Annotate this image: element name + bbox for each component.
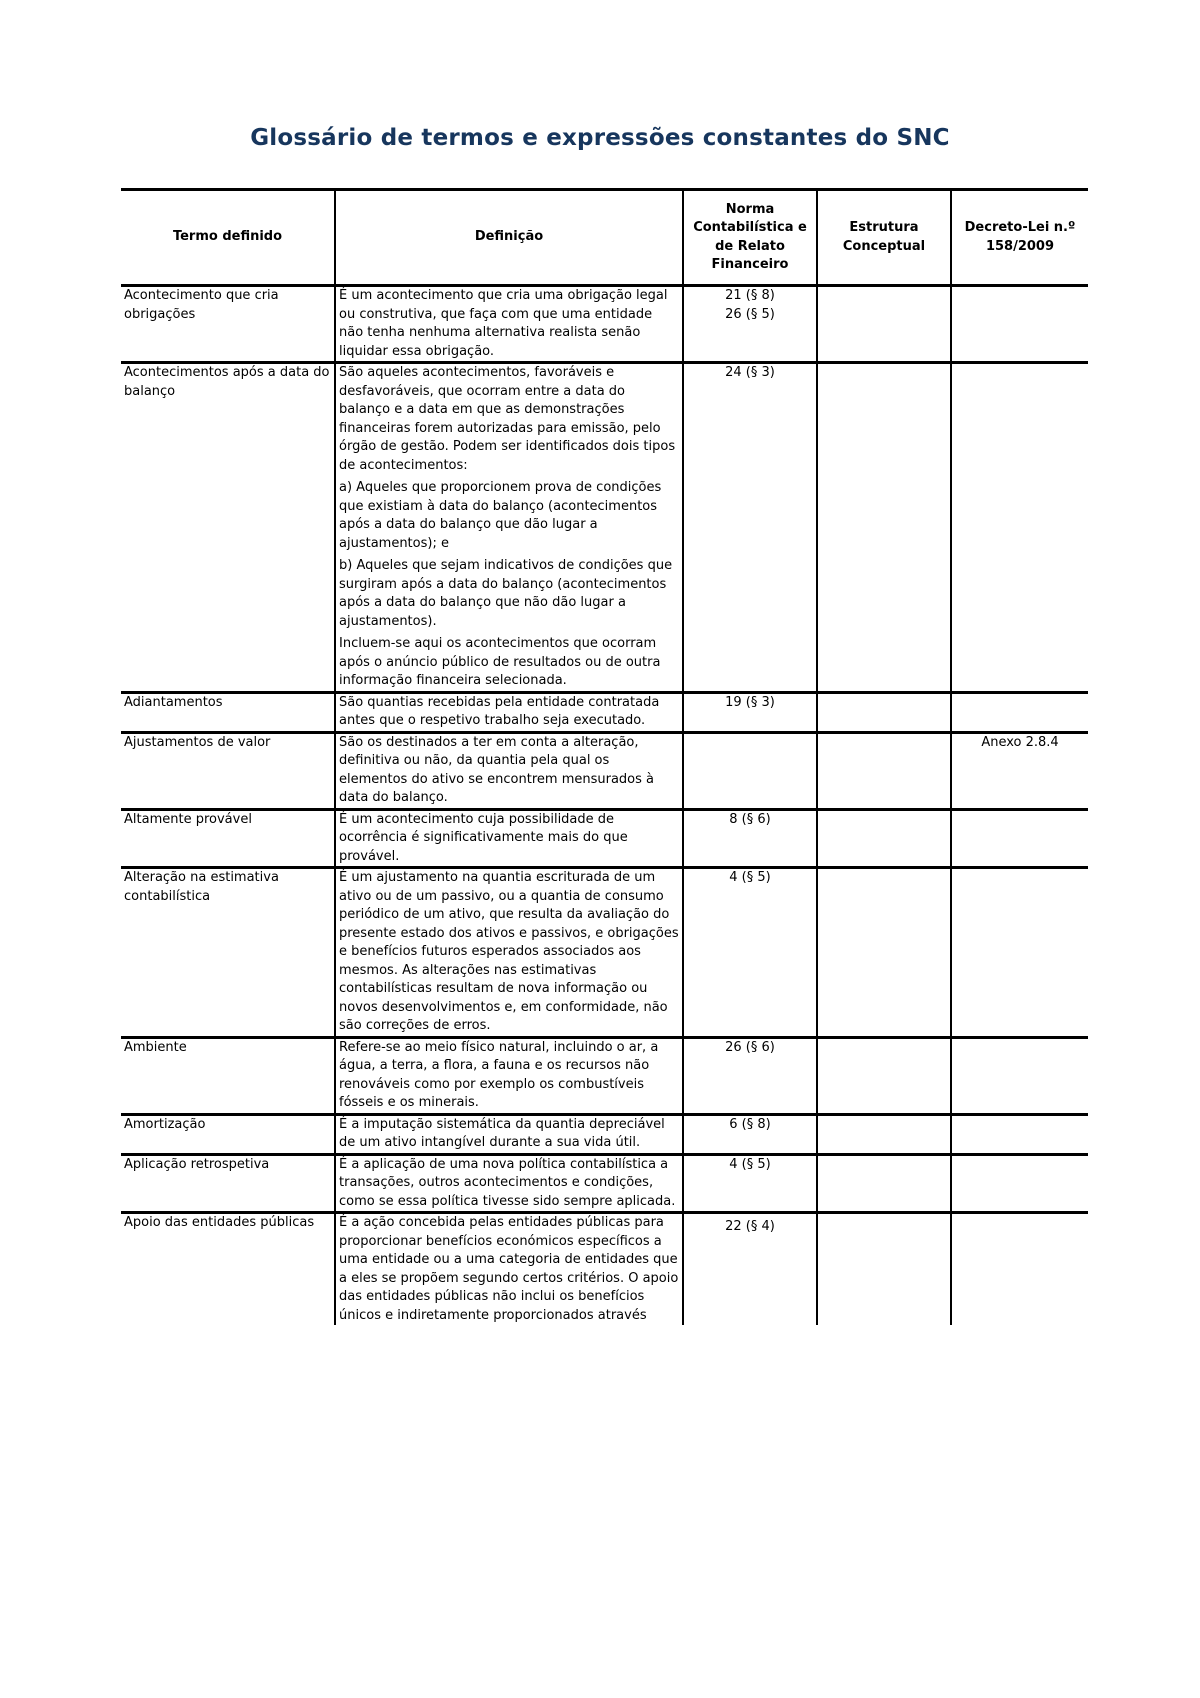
ncrf-reference: 6 (§ 8) <box>729 1116 771 1132</box>
table-row <box>121 732 1088 809</box>
ncrf-reference: 21 (§ 8) <box>725 288 775 303</box>
header-term: Termo definido <box>121 190 335 286</box>
page-title: Glossário de termos e expressões constantes do SNC <box>250 125 950 151</box>
framework-reference-cell <box>817 732 951 809</box>
ncrf-reference-cell <box>683 1037 817 1114</box>
framework-reference-cell <box>817 363 951 693</box>
table-row <box>121 1037 1088 1114</box>
ncrf-reference: 19 (§ 3) <box>725 694 775 710</box>
ncrf-reference: 22 (§ 4) <box>725 1219 775 1234</box>
definition-paragraph: São quantias recebidas pela entidade contratada antes que o respetivo trabalho seja executado. <box>339 694 660 728</box>
term-cell: Ajustamentos de valor <box>121 732 335 809</box>
definition-paragraph: São aqueles acontecimentos, favoráveis e desfavoráveis, que ocorram entre a data do balanço e a data em que as demonstrações financeiras forem autorizadas para emissão, pelo órgão de gestão. Podem ser identificados dois tipos de acontecimentos: <box>339 365 676 473</box>
term-cell: Adiantamentos <box>121 692 335 732</box>
definition-cell <box>335 1114 683 1154</box>
decree-reference-cell <box>951 1213 1088 1326</box>
table-row <box>121 809 1088 868</box>
decree-reference-cell <box>951 1037 1088 1114</box>
ncrf-reference-cell <box>683 1154 817 1213</box>
term-cell: Acontecimentos após a data do balanço <box>121 363 335 693</box>
definition-paragraph: É a ação concebida pelas entidades públicas para proporcionar benefícios económicos específicos a uma entidade ou a uma categoria de entidades que a eles se propõem segundo certos critérios. O apoio das entidades públicas não inclui os benefícios únicos e indiretamente proporcionados através <box>339 1215 679 1323</box>
definition-paragraph: a) Aqueles que proporcionem prova de condições que existiam à data do balanço (acontecimentos após a data do balanço que dão lugar a ajustamentos); e <box>339 480 662 551</box>
ncrf-reference: 26 (§ 6) <box>725 1039 775 1055</box>
definition-paragraph: São os destinados a ter em conta a alteração, definitiva ou não, da quantia pela qual os elementos do ativo se encontrem mensurados à data do balanço. <box>339 734 654 805</box>
decree-reference-cell <box>951 809 1088 868</box>
definition-cell <box>335 1037 683 1114</box>
definition-paragraph: É um acontecimento que cria uma obrigação legal ou construtiva, que faça com que uma entidade não tenha nenhuma alternativa realista senão liquidar essa obrigação. <box>339 288 668 359</box>
term-cell: Alteração na estimativa contabilística <box>121 868 335 1038</box>
term-cell: Altamente provável <box>121 809 335 868</box>
definition-paragraph: É um acontecimento cuja possibilidade de ocorrência é significativamente mais do que provável. <box>339 811 628 864</box>
definition-cell <box>335 286 683 363</box>
ncrf-reference-cell <box>683 868 817 1038</box>
definition-cell <box>335 1213 683 1326</box>
definition-cell <box>335 363 683 693</box>
term-cell: Amortização <box>121 1114 335 1154</box>
term-cell: Acontecimento que cria obrigações <box>121 286 335 363</box>
term-cell: Aplicação retrospetiva <box>121 1154 335 1213</box>
definition-paragraph: É a imputação sistemática da quantia depreciável de um ativo intangível durante a sua vida útil. <box>339 1116 665 1150</box>
definition-paragraph: É um ajustamento na quantia escriturada de um ativo ou de um passivo, ou a quantia de consumo periódico de um ativo, que resulta da avaliação do presente estado dos ativos e passivos, e obrigações e benefícios futuros esperados associados aos mesmos. As alterações nas estimativas contabilísticas resultam de nova informação ou novos desenvolvimentos e, em conformidade, não são correções de erros. <box>339 870 679 1033</box>
framework-reference-cell <box>817 1114 951 1154</box>
ncrf-reference-cell <box>683 1114 817 1154</box>
ncrf-reference-cell <box>683 809 817 868</box>
ncrf-reference: 26 (§ 5) <box>725 306 775 322</box>
decree-reference-cell <box>951 1114 1088 1154</box>
ncrf-reference-cell <box>683 286 817 363</box>
framework-reference-cell <box>817 286 951 363</box>
term-cell: Apoio das entidades públicas <box>124 1215 315 1230</box>
definition-cell <box>335 868 683 1038</box>
decree-reference-cell: Anexo 2.8.4 <box>951 732 1088 809</box>
decree-reference-cell <box>951 692 1088 732</box>
table-row <box>121 868 1088 1038</box>
framework-reference-cell <box>817 868 951 1038</box>
framework-reference-cell <box>817 1037 951 1114</box>
ncrf-reference: 24 (§ 3) <box>725 365 775 380</box>
table-body <box>121 286 1088 1326</box>
framework-reference-cell <box>817 809 951 868</box>
definition-cell <box>335 809 683 868</box>
header-definition: Definição <box>335 190 683 286</box>
table-row <box>121 1213 1088 1326</box>
table-row <box>121 692 1088 732</box>
ncrf-reference: 8 (§ 6) <box>729 811 771 827</box>
glossary-table <box>121 188 1088 1325</box>
framework-reference-cell <box>817 1154 951 1213</box>
framework-reference-cell <box>817 1213 951 1326</box>
ncrf-reference: 4 (§ 5) <box>729 1156 771 1172</box>
header-decree: Decreto-Lei n.º 158/2009 <box>951 190 1088 286</box>
ncrf-reference-cell <box>683 1213 817 1326</box>
decree-reference-cell <box>951 868 1088 1038</box>
term-cell: Ambiente <box>121 1037 335 1114</box>
definition-cell <box>335 692 683 732</box>
definition-paragraph: b) Aqueles que sejam indicativos de condições que surgiram após a data do balanço (acontecimentos após a data do balanço que não dão lugar a ajustamentos). <box>339 558 673 629</box>
framework-reference-cell <box>817 692 951 732</box>
ncrf-reference-cell <box>683 692 817 732</box>
ncrf-reference-cell <box>683 363 817 693</box>
table-header-row <box>121 190 1088 286</box>
ncrf-reference: 4 (§ 5) <box>729 870 771 885</box>
table-row <box>121 1154 1088 1213</box>
definition-paragraph: Incluem-se aqui os acontecimentos que ocorram após o anúncio público de resultados ou de outra informação financeira selecionada. <box>339 636 661 688</box>
decree-reference-cell <box>951 1154 1088 1213</box>
header-ncrf: Norma Contabilística e de Relato Financeiro <box>683 190 817 286</box>
table-row <box>121 363 1088 693</box>
definition-cell <box>335 1154 683 1213</box>
ncrf-reference-cell <box>683 732 817 809</box>
decree-reference-cell <box>951 363 1088 693</box>
definition-cell <box>335 732 683 809</box>
definition-paragraph: É a aplicação de uma nova política contabilística a transações, outros acontecimentos e condições, como se essa política tivesse sido sempre aplicada. <box>339 1156 676 1209</box>
table-row <box>121 1114 1088 1154</box>
definition-paragraph: Refere-se ao meio físico natural, incluindo o ar, a água, a terra, a flora, a fauna e os recursos não renováveis como por exemplo os combustíveis fósseis e os minerais. <box>339 1039 659 1110</box>
table-row <box>121 286 1088 363</box>
header-framework: Estrutura Conceptual <box>817 190 951 286</box>
decree-reference-cell <box>951 286 1088 363</box>
